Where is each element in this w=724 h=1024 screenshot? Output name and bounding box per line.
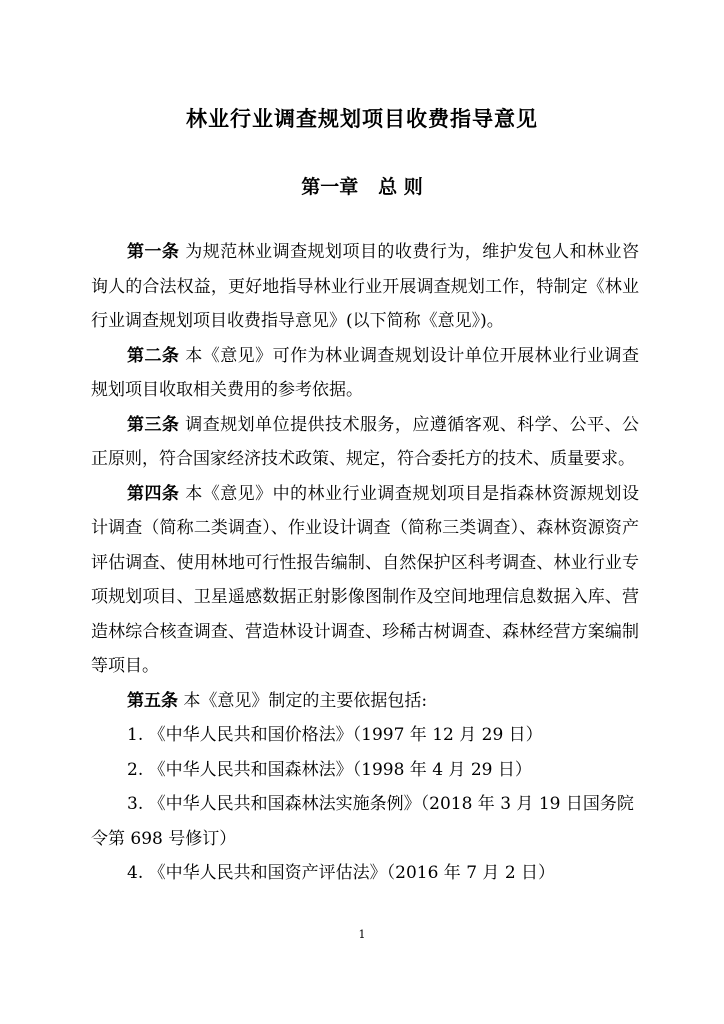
article-label: 第三条 (127, 414, 180, 435)
chapter-title: 第一章 总 则 (301, 176, 423, 198)
article-text: 本《意见》中的林业行业调查规划项目是指森林资源规划设计调查（简称二类调查）、作业设计调查（简称三类调查）、森林资源资产评估调查、使用林地可行性报告编制、自然保护区科考调查、林业行业专项规划项目、卫星遥感数据正射影像图制作及空间地理信息数据入库、营造林综合核查调查、营造林设计调查、珍稀古树调查、森林经营方案编制等项目。 (91, 483, 639, 676)
article-label: 第一条 (127, 242, 180, 262)
article-label: 第四条 (127, 483, 180, 504)
basis-list-item: 3. 《中华人民共和国森林法实施条例》（2018 年 3 月 19 日国务院令第 698 号修订） (91, 794, 634, 849)
article-4 (91, 477, 639, 684)
article-1 (91, 235, 639, 339)
article-text: 为规范林业调查规划项目的收费行为，维护发包人和林业咨询人的合法权益，更好地指导林业行业开展调查规划工作，特制定《林业行业调查规划项目收费指导意见》(以下简称《意见》)。 (91, 242, 639, 331)
article-3 (91, 408, 639, 477)
document-body (91, 235, 639, 891)
document-title: 林业行业调查规划项目收费指导意见 (186, 106, 538, 131)
article-text: 本《意见》可作为林业调查规划设计单位开展林业行业调查规划项目收取相关费用的参考依据。 (91, 345, 639, 400)
article-text: 本《意见》制定的主要依据包括: (178, 690, 428, 711)
article-label: 第二条 (127, 345, 180, 366)
article-text: 调查规划单位提供技术服务，应遵循客观、科学、公平、公正原则，符合国家经济技术政策、规定，符合委托方的技术、质量要求。 (91, 414, 639, 469)
basis-list-item: 1. 《中华人民共和国价格法》（1997 年 12 月 29 日） (127, 725, 543, 745)
article-5 (91, 684, 639, 719)
basis-list-item: 4. 《中华人民共和国资产评估法》（2016 年 7 月 2 日） (127, 863, 556, 883)
page-number: 1 (358, 928, 366, 941)
article-label: 第五条 (127, 690, 178, 711)
article-2 (91, 339, 639, 408)
basis-list-item: 2. 《中华人民共和国森林法》（1998 年 4 月 29 日） (127, 759, 532, 780)
